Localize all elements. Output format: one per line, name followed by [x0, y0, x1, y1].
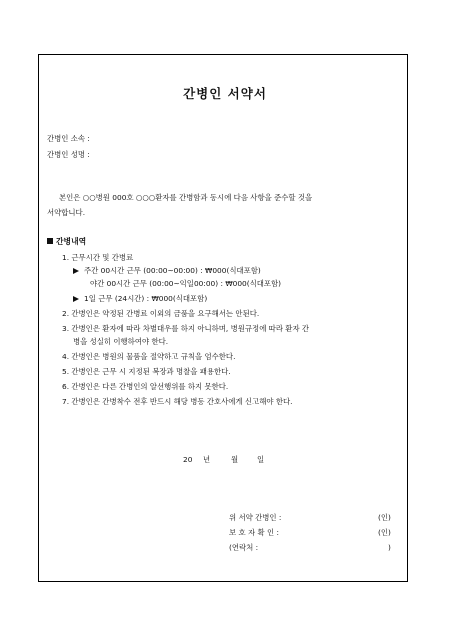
- item-4: 4. 간병인은 병원의 물품을 절약하고 규칙을 엄수한다.: [62, 352, 236, 361]
- item-7: 7. 간병인은 간병착수 전후 반드시 해당 병동 간호사에게 신고해야 한다.: [62, 397, 293, 406]
- intro-line-2: 서약합니다.: [47, 208, 86, 217]
- date-year-unit: 년: [203, 455, 211, 464]
- item-6: 6. 간병인은 다른 간병인의 알선행위를 하지 못한다.: [62, 382, 229, 391]
- item-5: 5. 간병인은 근무 시 지정된 복장과 명찰을 패용한다.: [62, 367, 231, 376]
- item-1-night: 야간 00시간 근무 (00:00~익일00:00) : ₩000(식대포함): [90, 279, 282, 288]
- section-heading: [47, 237, 86, 247]
- item-3-line-2: 병을 성실히 이행하여야 한다.: [73, 337, 169, 346]
- item-2: 2. 간병인은 약정된 간병료 이외의 금품을 요구해서는 안된다.: [62, 309, 260, 318]
- item-1-day-text: 주간 00시간 근무 (00:00~00:00) : ₩000(식대포함): [84, 266, 261, 275]
- contact-close: ): [388, 543, 391, 552]
- item-1: 1. 근무시간 및 간병료: [62, 253, 134, 262]
- date-day-unit: 일: [257, 455, 265, 464]
- intro-line-1: 본인은 ○○병원 000호 ○○○환자를 간병함과 동시에 다음 사항을 준수할 것을: [59, 193, 313, 202]
- date-year: 20: [183, 455, 193, 464]
- contact-label: (연락처 :: [229, 543, 259, 552]
- guardian-signature-label: 보 호 자 확 인 :: [229, 528, 279, 537]
- caregiver-signature-label: 위 서약 간병인 :: [229, 513, 282, 522]
- date-month-unit: 월: [231, 455, 239, 464]
- section-title: 간병내역: [56, 237, 87, 246]
- item-1-full: [73, 294, 207, 304]
- item-1-full-text: 1일 근무 (24시간) : ₩000(식대포함): [84, 294, 208, 303]
- document-title: 간병인 서약서: [183, 86, 267, 101]
- item-1-day: [73, 266, 261, 276]
- name-label: 간병인 성명 :: [47, 150, 90, 159]
- item-3-line-1: 3. 간병인은 환자에 따라 차별대우를 하지 아니하며, 병원규정에 따라 환자 간: [62, 324, 310, 333]
- affiliation-label: 간병인 소속 :: [47, 134, 90, 143]
- triangle-bullet-icon: [73, 268, 79, 274]
- caregiver-seal: (인): [378, 513, 391, 522]
- guardian-seal: (인): [378, 528, 391, 537]
- triangle-bullet-icon: [73, 296, 79, 302]
- square-bullet-icon: [47, 238, 53, 244]
